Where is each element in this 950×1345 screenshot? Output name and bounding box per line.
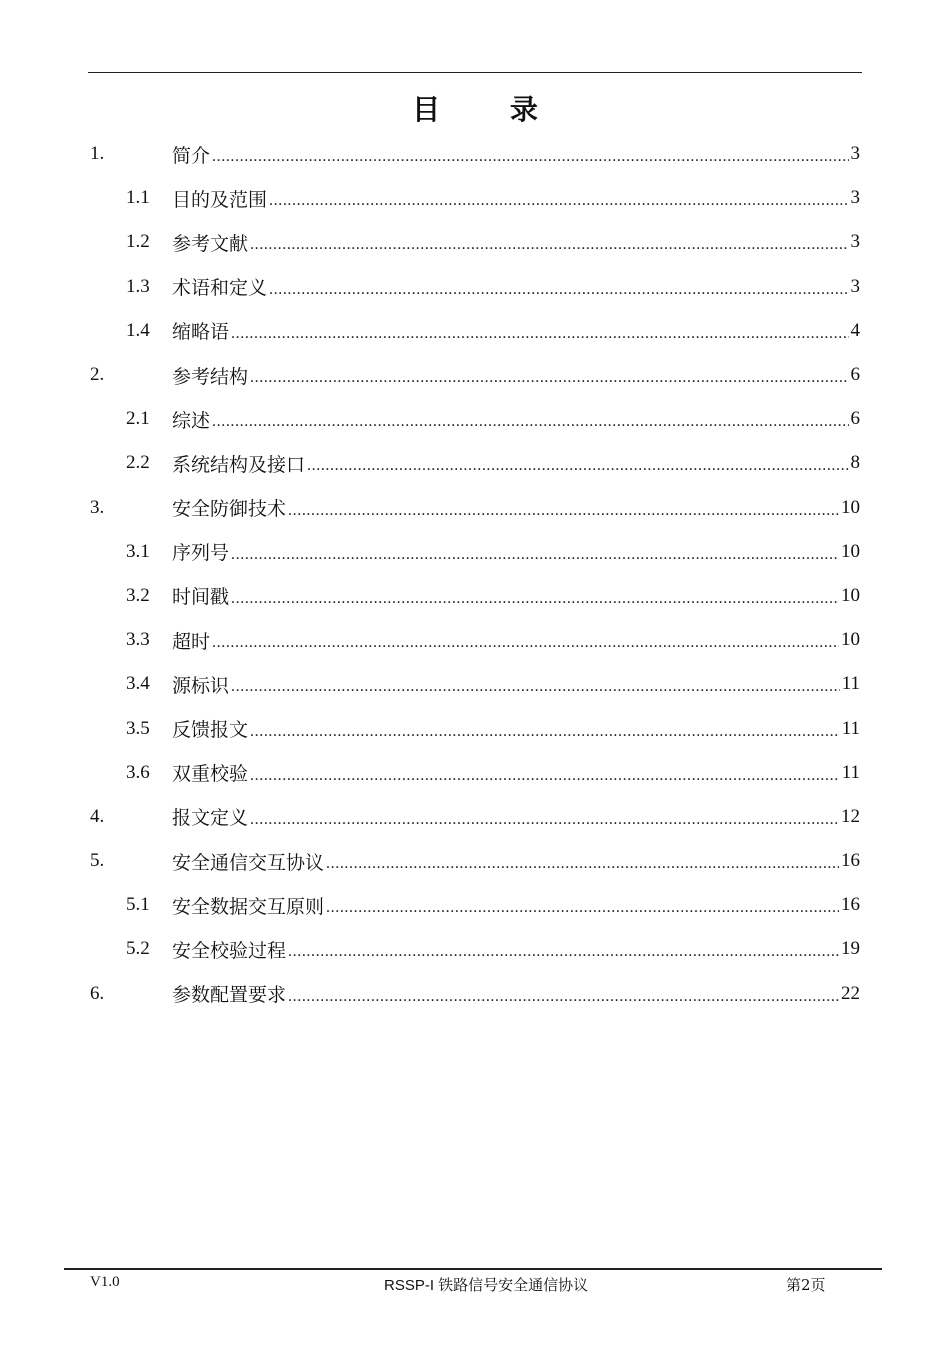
toc-title: 目 录 [412,93,568,126]
toc-entry[interactable] [90,220,860,264]
toc-dot-leader [231,326,848,342]
footer-version: V1.0 [90,1274,120,1290]
footer-page-number: 第2页 [786,1276,826,1294]
toc-dot-leader [231,547,839,563]
toc-entry-title: 安全通信交互协议 [172,851,325,874]
toc-entry[interactable] [90,574,860,618]
toc-entry-title: 反馈报文 [172,719,249,742]
toc-entry-number: 5.2 [126,938,150,960]
toc-entry-title: 目的及范围 [172,188,268,211]
toc-entry[interactable] [90,530,860,574]
toc-entry-page: 16 [841,894,860,916]
table-of-contents [90,132,860,1016]
toc-dot-leader [231,679,840,695]
toc-dot-leader [269,282,848,298]
toc-entry[interactable] [90,927,860,971]
toc-entry[interactable] [90,265,860,309]
toc-entry-title: 安全防御技术 [172,498,287,521]
toc-entry-page: 6 [850,364,860,386]
toc-entry-number: 3.5 [126,717,150,739]
toc-entry-number: 2.1 [126,408,150,430]
toc-entry-page: 22 [841,982,860,1004]
toc-entry-page: 19 [841,938,860,960]
toc-entry-page: 10 [841,584,860,606]
toc-dot-leader [250,812,839,828]
toc-entry[interactable] [90,486,860,530]
toc-entry-page: 12 [841,805,860,827]
toc-entry-number: 1.2 [126,231,150,253]
toc-entry[interactable] [90,176,860,220]
toc-dot-leader [288,944,839,960]
toc-entry-title: 系统结构及接口 [172,453,306,476]
toc-entry-page: 10 [841,496,860,518]
toc-entry-number: 2. [90,364,105,386]
toc-entry-title: 源标识 [172,674,230,697]
toc-entry-number: 3. [90,496,105,518]
toc-entry-title: 双重校验 [172,763,249,786]
toc-entry-page: 3 [850,187,860,209]
toc-entry-page: 3 [850,143,860,165]
toc-entry[interactable] [90,795,860,839]
toc-entry-number: 1. [90,143,105,165]
toc-entry-number: 3.1 [126,540,150,562]
page-footer [0,1274,950,1298]
toc-entry-number: 5. [90,850,105,872]
toc-dot-leader [250,768,840,784]
toc-entry[interactable] [90,397,860,441]
toc-entry-title: 超时 [172,630,211,653]
toc-entry[interactable] [90,132,860,176]
toc-dot-leader [212,149,848,165]
toc-entry-page: 16 [841,850,860,872]
toc-entry-number: 3.2 [126,584,150,606]
toc-entry-page: 11 [841,761,860,783]
toc-entry-page: 3 [850,231,860,253]
toc-entry-page: 10 [841,629,860,651]
toc-entry-page: 3 [850,275,860,297]
footer-document-title: RSSP-I 铁路信号安全通信协议 [384,1277,589,1294]
toc-dot-leader [307,458,848,474]
toc-entry-number: 2.2 [126,452,150,474]
toc-entry[interactable] [90,883,860,927]
toc-entry-page: 6 [850,408,860,430]
toc-entry-title: 综述 [172,409,211,432]
toc-entry[interactable] [90,839,860,883]
toc-entry-number: 1.1 [126,187,150,209]
toc-dot-leader [231,591,839,607]
toc-entry[interactable] [90,706,860,750]
toc-entry-title: 术语和定义 [172,277,268,300]
toc-entry-title: 缩略语 [172,321,230,344]
toc-dot-leader [212,635,839,651]
toc-entry-page: 11 [841,673,860,695]
toc-entry-title: 简介 [172,144,211,167]
toc-entry[interactable] [90,751,860,795]
toc-dot-leader [250,237,848,253]
toc-dot-leader [269,193,848,209]
toc-dot-leader [250,724,840,740]
toc-entry-number: 5.1 [126,894,150,916]
footer-rule [64,1268,882,1270]
toc-entry-page: 11 [841,717,860,739]
toc-entry-title: 参数配置要求 [172,984,287,1007]
toc-entry-number: 3.3 [126,629,150,651]
toc-entry-page: 8 [850,452,860,474]
toc-entry[interactable] [90,662,860,706]
toc-entry-number: 3.4 [126,673,150,695]
toc-dot-leader [288,989,839,1005]
toc-entry-title: 参考结构 [172,365,249,388]
toc-entry[interactable] [90,309,860,353]
toc-dot-leader [288,503,839,519]
toc-entry-number: 4. [90,805,105,827]
toc-dot-leader [212,414,848,430]
toc-dot-leader [326,900,839,916]
toc-entry-page: 4 [850,319,860,341]
toc-entry-page: 10 [841,540,860,562]
toc-entry-number: 1.4 [126,319,150,341]
toc-entry-number: 6. [90,982,105,1004]
toc-entry[interactable] [90,618,860,662]
toc-entry[interactable] [90,441,860,485]
header-rule [88,72,862,73]
toc-entry-title: 序列号 [172,542,230,565]
toc-entry-number: 1.3 [126,275,150,297]
toc-entry-title: 报文定义 [172,807,249,830]
toc-dot-leader [250,370,848,386]
toc-dot-leader [326,856,839,872]
toc-entry[interactable] [90,972,860,1016]
toc-entry-title: 安全数据交互原则 [172,895,325,918]
toc-entry-title: 安全校验过程 [172,939,287,962]
toc-entry-number: 3.6 [126,761,150,783]
toc-entry-title: 时间戳 [172,586,230,609]
toc-entry-title: 参考文献 [172,232,249,255]
toc-entry[interactable] [90,353,860,397]
